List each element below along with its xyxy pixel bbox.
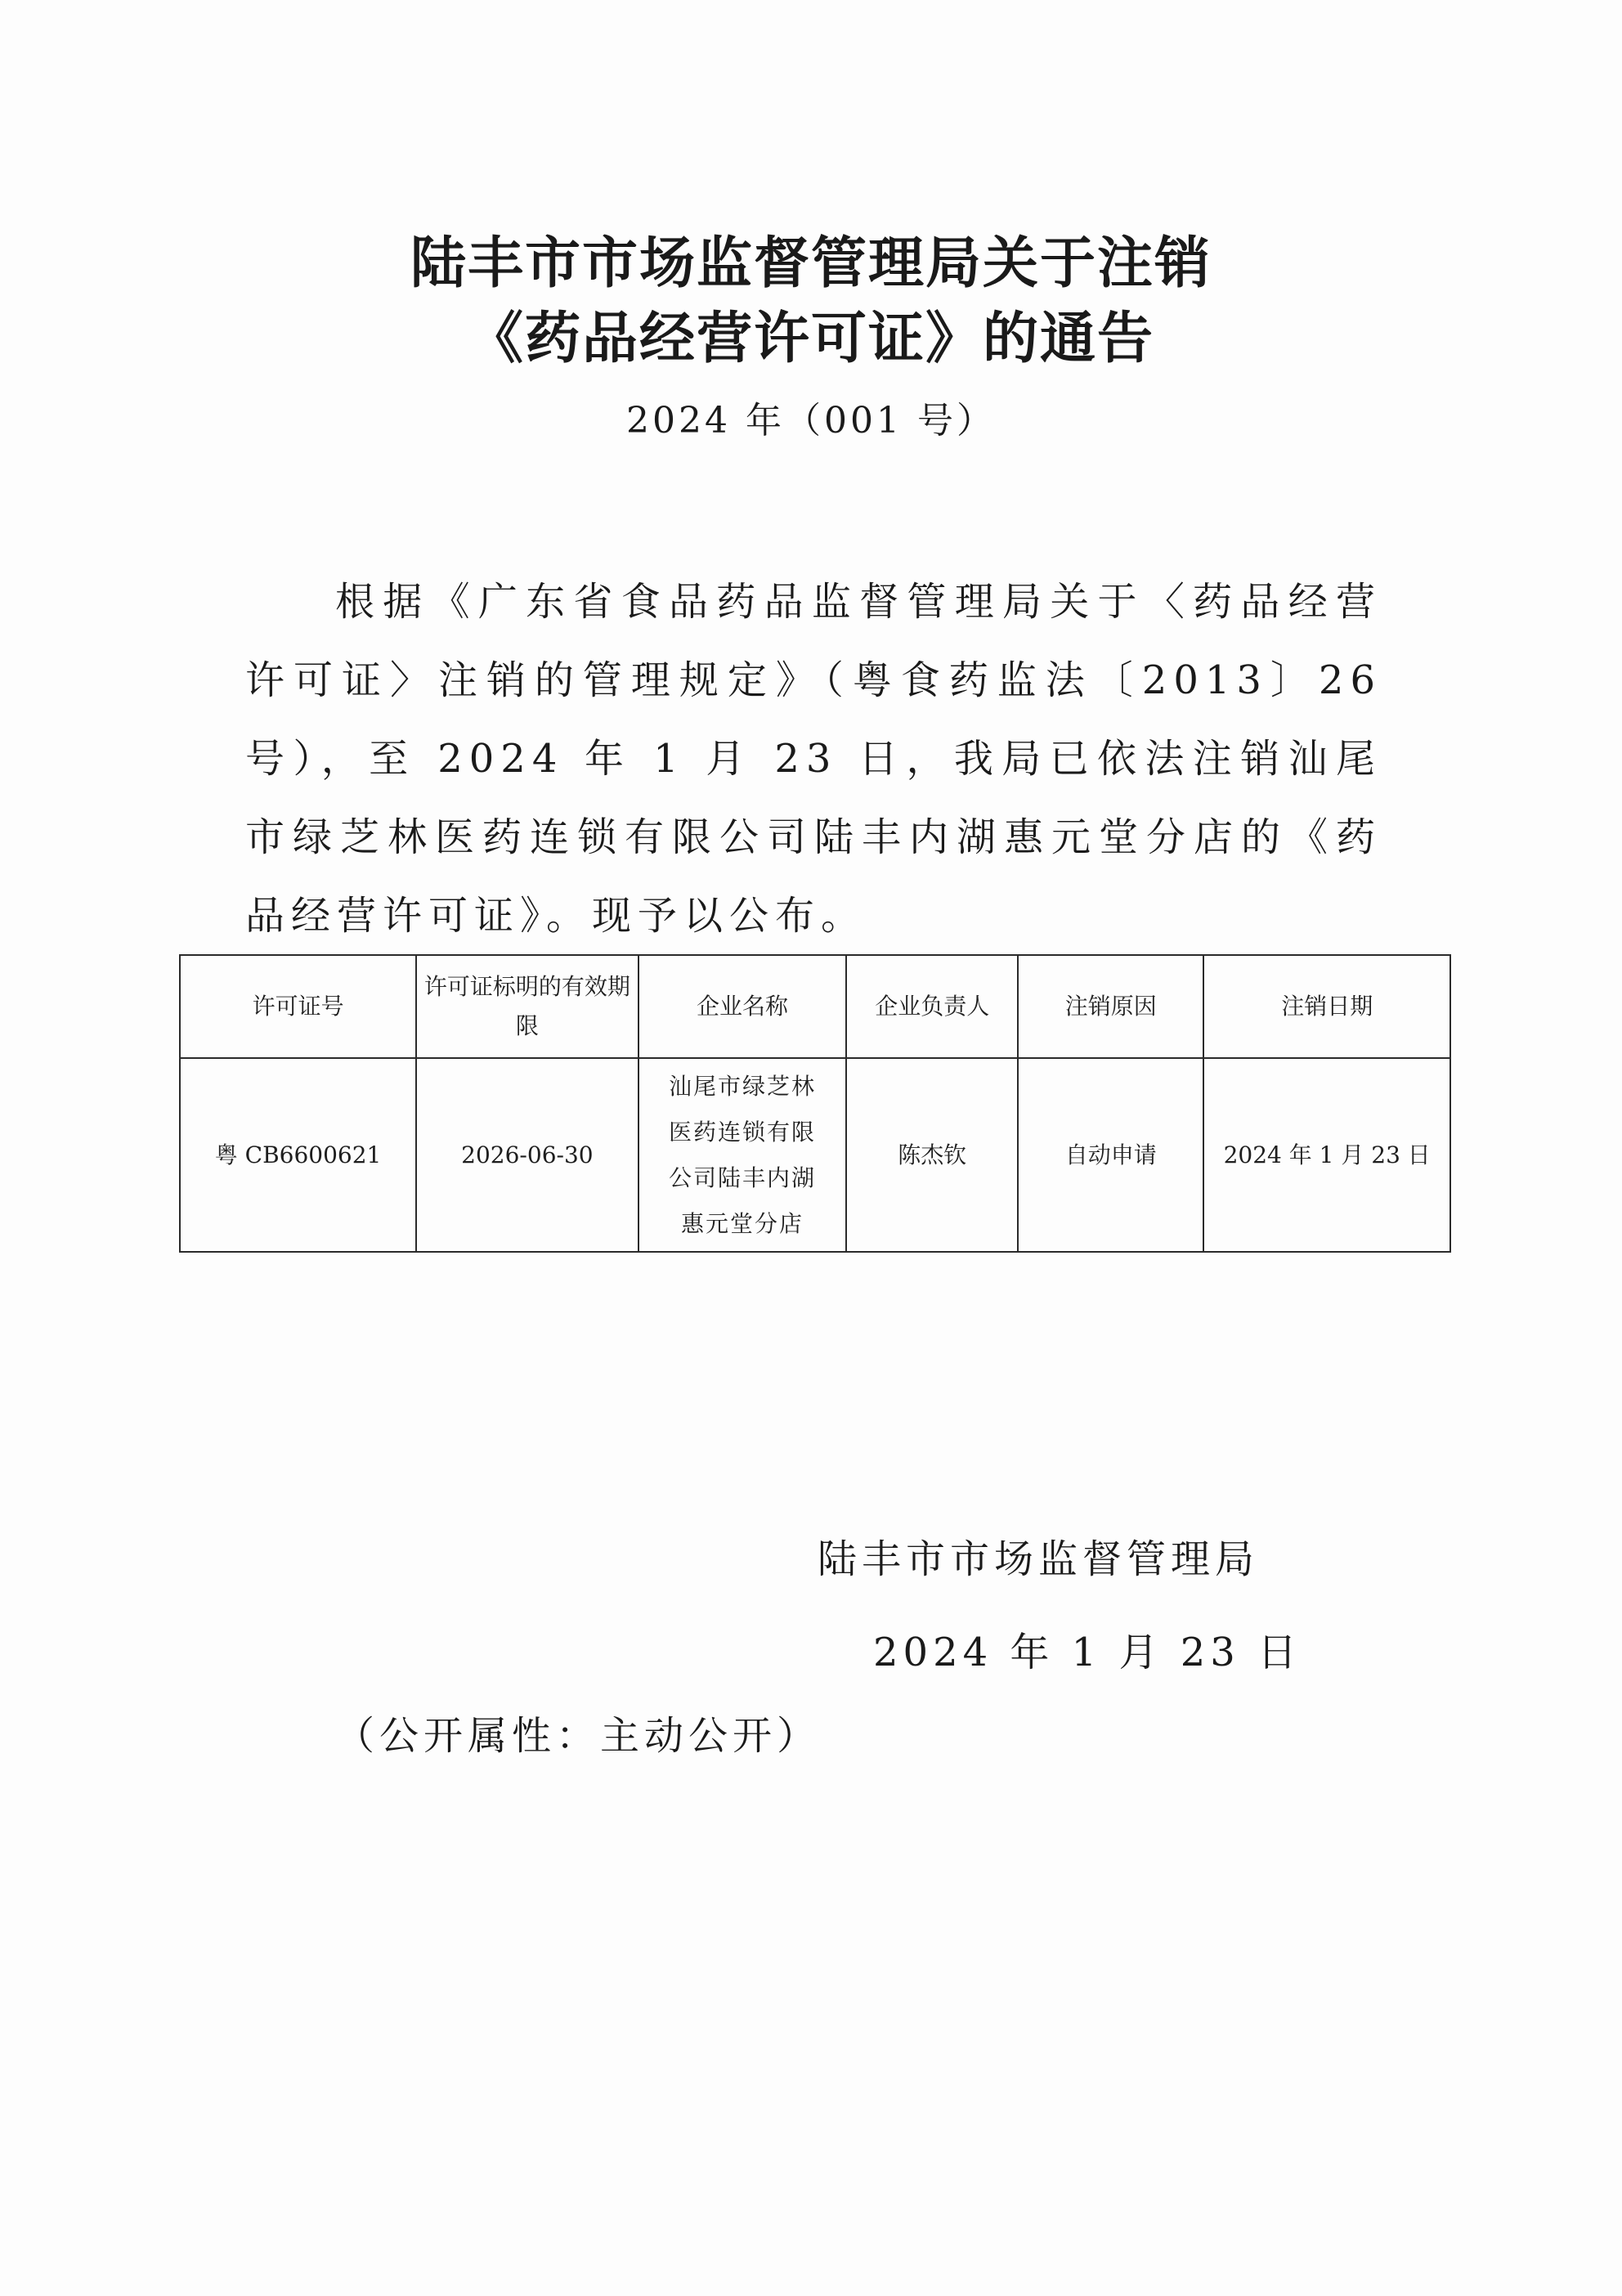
header-person: 企业负责人 [846, 955, 1018, 1058]
cell-company: 汕尾市绿芝林医药连锁有限公司陆丰内湖惠元堂分店 [638, 1058, 847, 1252]
license-table [179, 954, 1451, 1253]
issuer-name: 陆丰市市场监督管理局 [818, 1536, 1260, 1582]
document-title-line1: 陆丰市市场监督管理局关于注销 [410, 231, 1212, 296]
issue-date: 2024 年 1 月 23 日 [873, 1630, 1302, 1675]
document-title-line2: 《药品经营许可证》的通告 [467, 306, 1154, 371]
cell-person: 陈杰钦 [846, 1058, 1018, 1252]
cell-license-no: 粤 CB6600621 [180, 1058, 416, 1252]
header-license-no: 许可证号 [180, 955, 416, 1058]
table-header-row [180, 955, 1450, 1058]
cell-reason: 自动申请 [1018, 1058, 1203, 1252]
notice-body: 根据《广东省食品药品监督管理局关于〈药品经营许可证〉注销的管理规定》（粤食药监法〔2013〕26 号），至 2024 年 1 月 23 日，我局已依法注销汕尾市绿芝林医药连锁有限公司陆丰内湖惠元堂分店的《药品经营许可证》。现予以公布。 [245, 579, 1382, 939]
cell-date: 2024 年 1 月 23 日 [1203, 1058, 1450, 1252]
cell-validity: 2026-06-30 [416, 1058, 638, 1252]
header-validity: 许可证标明的有效期限 [416, 955, 638, 1058]
document-number: 2024 年（001 号） [626, 400, 996, 442]
header-reason: 注销原因 [1018, 955, 1203, 1058]
header-company: 企业名称 [638, 955, 847, 1058]
table-row [180, 1058, 1450, 1252]
disclosure-note: （公开属性：主动公开） [335, 1713, 822, 1759]
header-date: 注销日期 [1203, 955, 1450, 1058]
